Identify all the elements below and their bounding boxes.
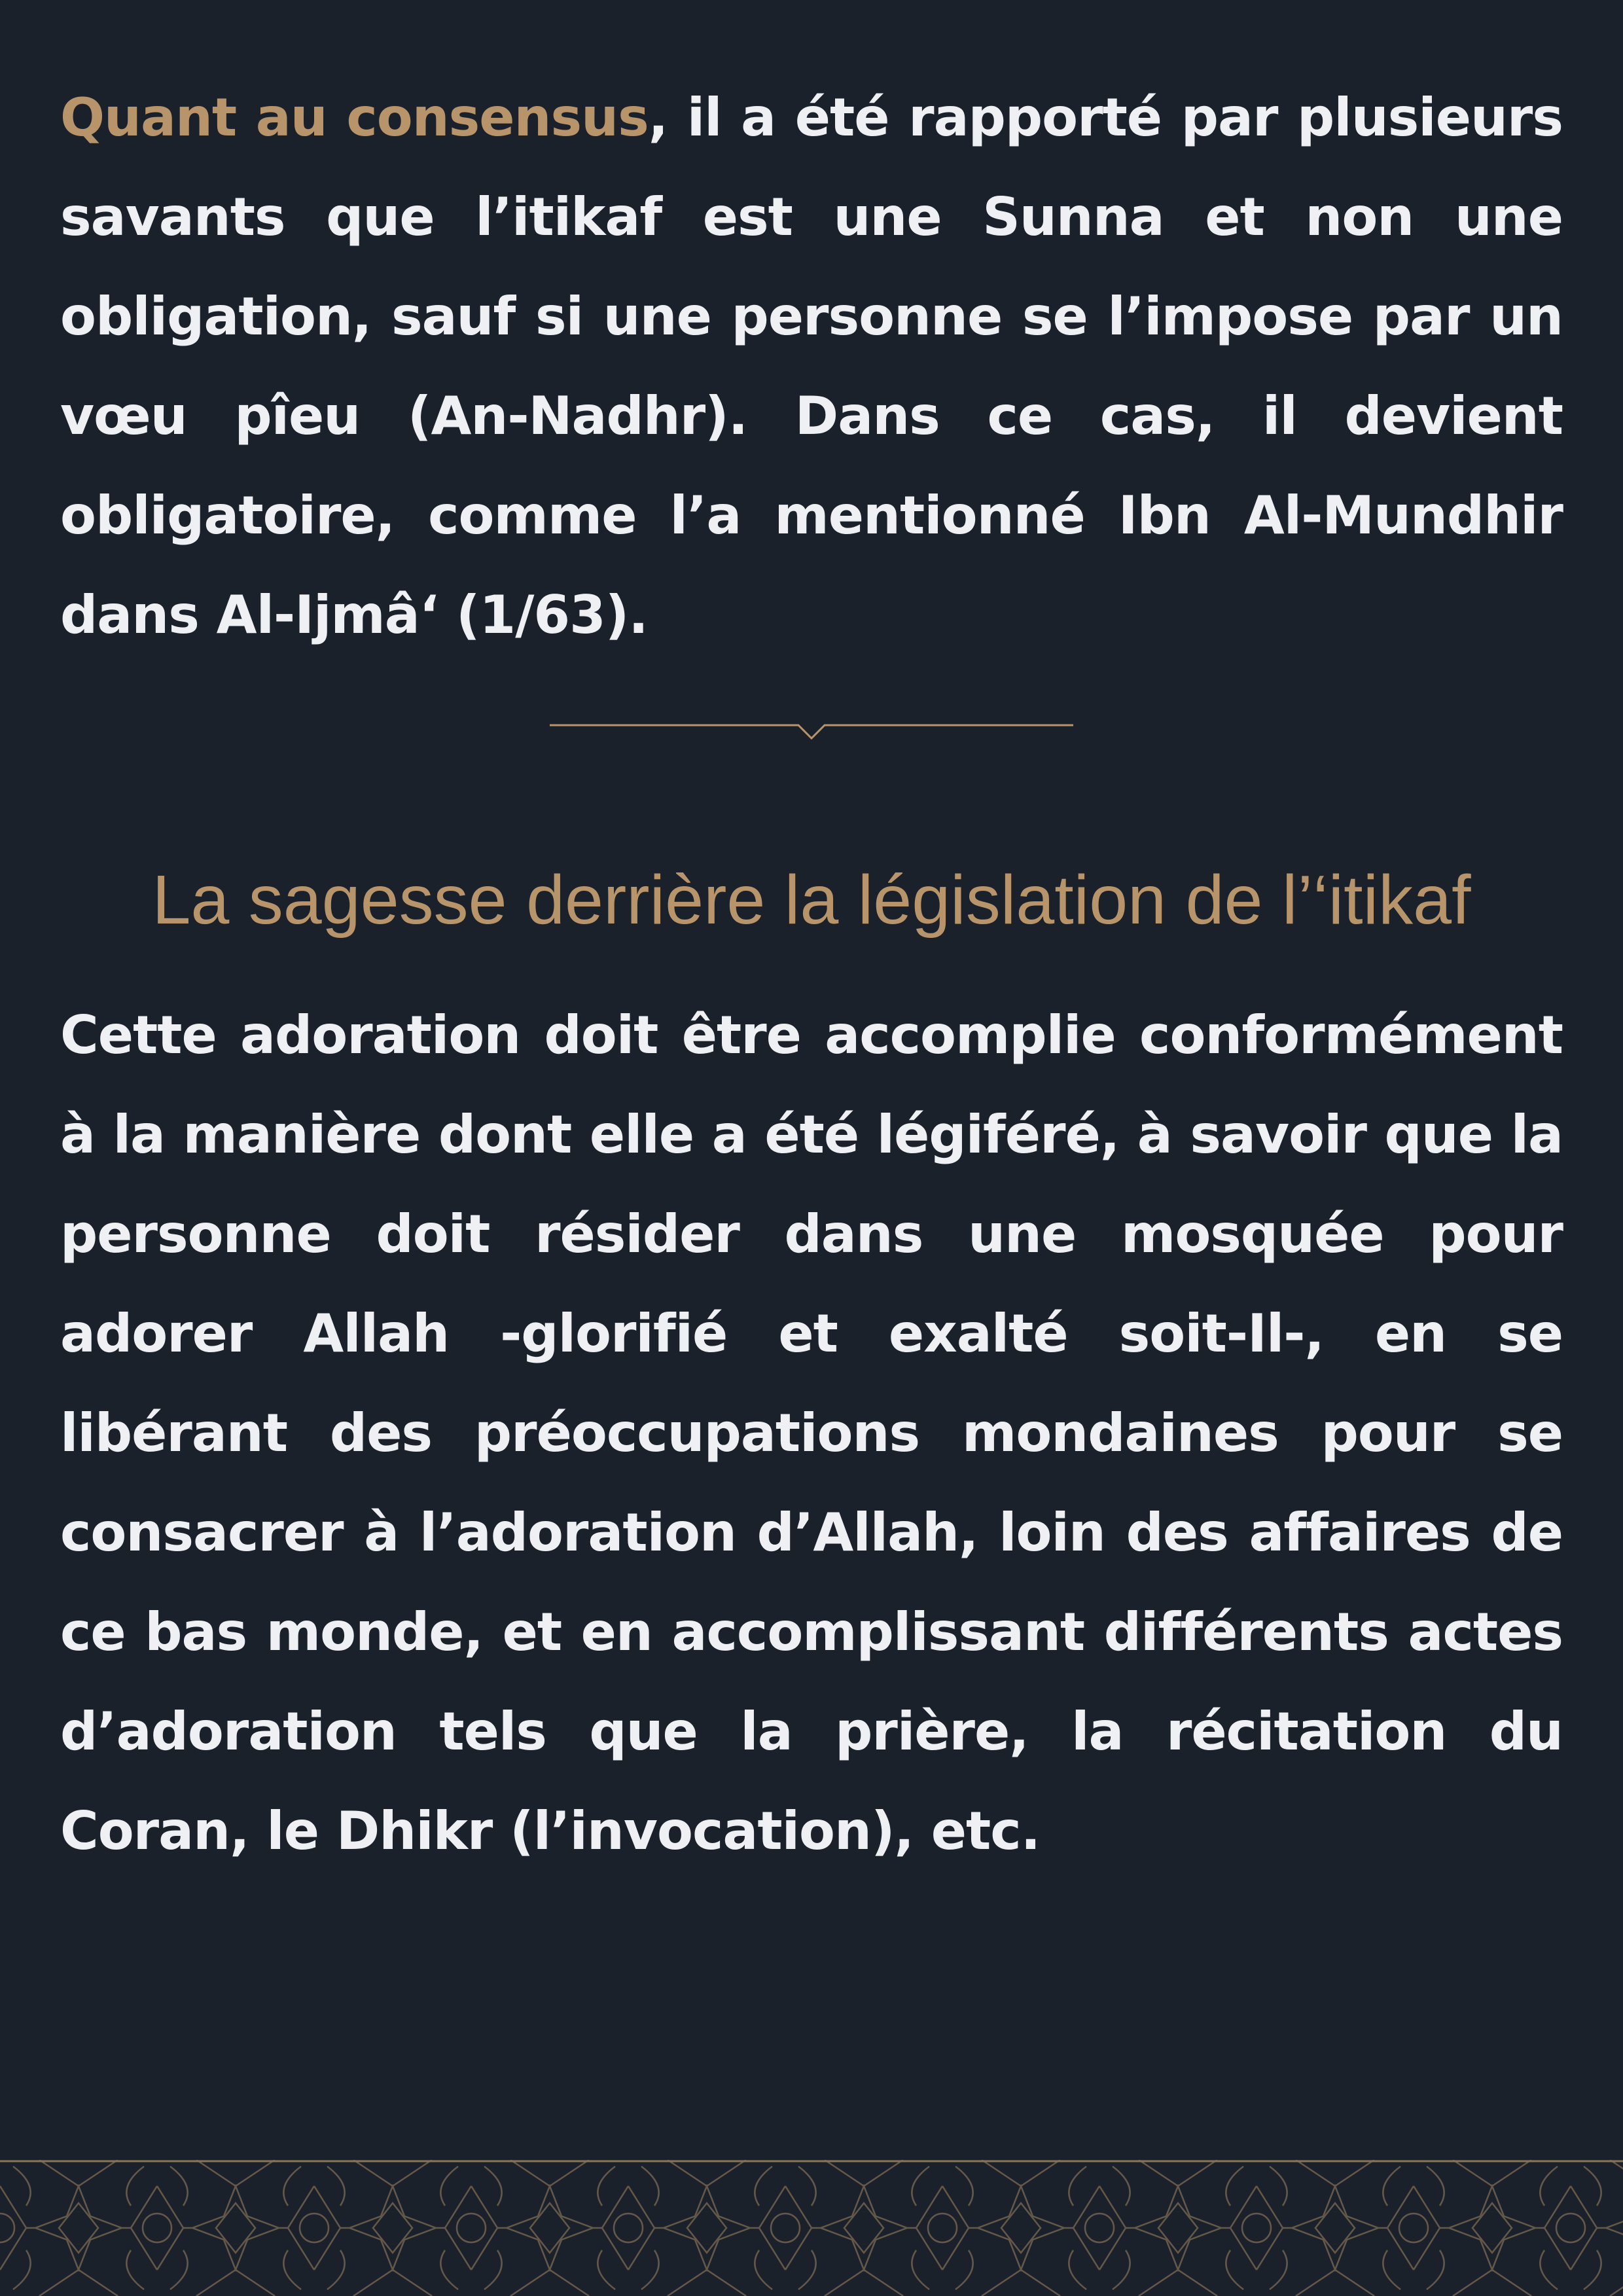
chevron-divider-icon <box>550 713 1073 753</box>
wisdom-paragraph: Cette adoration doit être accomplie conformément à la manière dont elle a été légiféré, à savoir que la personne doit résider dans une mosquée pour adorer Allah -glorifié et exalté soit-Il-, en se libérant des préoccupations mondaines pour se consacrer à l’adoration d’Allah, loin des affaires de ce bas monde, et en accomplissant différents actes d’adoration tels que la prière, la récitation du Coran, le Dhikr (l’invocation), etc. <box>60 1005 1563 1861</box>
consensus-paragraph <box>60 68 1563 665</box>
section-title: La sagesse derrière la législation de l’‘itikaf <box>152 861 1471 939</box>
geometric-pattern-band-icon <box>0 2160 1623 2296</box>
consensus-highlight: Quant au consensus <box>60 87 649 148</box>
consensus-text: , il a été rapporté par plusieurs savants que l’itikaf est une Sunna et non une obligation, sauf si une personne se l’impose par un vœu pîeu (An-Nadhr). Dans ce cas, il devient obligatoire, comme l’a mentionné Ibn Al-Mundhir dans Al-Ijmâ‘ (1/63). <box>60 87 1563 645</box>
